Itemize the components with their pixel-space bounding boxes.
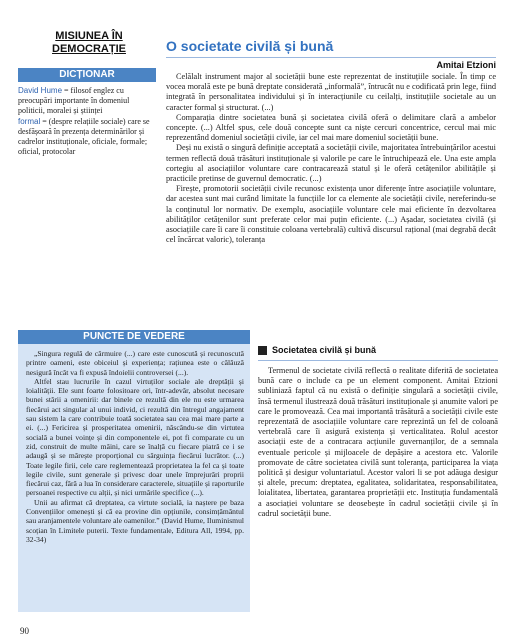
article-body <box>166 72 496 245</box>
quote-paragraph: Altfel stau lucrurile în cazul virtuților sociale ale dreptății și loialității. Ele sunt foarte folositoare ori, într-adevăr, absolut necesare bunei stării a omenirii: dar binele ce rezultă din ele nu este urmarea fiecărui act singular al unui individ, ci rezultă din întregul angajament sau sistem la care contribuie toată societatea sau cea mai mare parte a ei. (...) Fericirea și prosperitatea omenirii, născându-se din virtutea socială a bunei voințe și din componentele ei, pot fi comparate cu un zid, construit de multe mâini, care se înalță cu fiecare piatră ce i se adaugă și se mărește proporțional cu sârguința fiecărui lucrător. (...) Toate legile firii, cele care reglementează proprietatea la fel ca și toate legile civile, sunt generale și privesc doar unele împrejurări proprii fiecărui caz, fără a lua în considerare caracterele, situațiile și raporturile persoanei respective cu alții, și nici urmările specifice (...). <box>26 376 244 498</box>
dictionary-entry <box>18 117 158 157</box>
quote-paragraph: Unii au afirmat că dreptatea, ca virtute socială, ia naștere pe baza Convențiilor omenești și că ea provine din opțiunile, consimțământul sau aranjamentele voluntare ale oamenilor.” (David Hume, Iluminismul scoțian în Limitele puterii. Texte fundamentale, Editura All, 1994, pp. 32-34) <box>26 497 244 544</box>
section-paragraph: Termenul de societate civilă reflectă o realitate diferită de societatea bună care o include ca pe un element component. Amitai Etzioni subliniază faptul că nu există o definiție singulară a societății civile, însă termenul ilustrează două trăsături instituționale și anumite valori pe care le promovează. Cea mai importantă trăsătură a societății civile este reprezentată de asociațiile voluntare care reprezintă un fel de coloană vertebrală care îi asigură existența și verticalitatea. Rolul acestor asociații este de a contracara acțiunile guvernanților, de a semnala eventuale pericole și mijloacele de depășire a acestora etc. Valorile promovate de către societatea civilă sunt toleranța, participarea la viața politică și desigur voluntariatul. Acestor valori li se pot adăuga desigur și altele, precum: dreptatea, egalitatea, solidaritatea, responsabilitatea, loialitatea, libertatea, garantarea proprietății etc. Instituția fundamentală a asociației voluntare se deosebește în cadrul societății civile și în cadrul societății bune. <box>258 366 498 518</box>
quote-paragraph: „Singura regulă de cârmuire (...) care este cunoscută și recunoscută printre oameni, este obiceiul și experiența; rațiunea este o călăuză nesigură încât va fi expusă îndoielii controversei (...). <box>26 349 244 377</box>
dictionary-definition: = (despre relațiile sociale) care se desfășoară în prezența determinărilor și cadrelor instituționale, oficiale, formale; oficial, protocolar <box>18 117 150 156</box>
page-number: 90 <box>20 626 29 636</box>
dictionary-term: formal <box>18 117 41 126</box>
viewpoints-header: PUNCTE DE VEDERE <box>18 330 250 344</box>
dictionary-definition: = filosof englez cu preocupări importante în domeniul politicii, moralei și științei <box>18 86 130 115</box>
title-divider <box>166 57 496 58</box>
viewpoints-text <box>26 349 244 544</box>
chapter-title-line-1: MISIUNEA ÎN <box>55 30 123 42</box>
article-author: Amitai Etzioni <box>436 60 496 70</box>
article-paragraph: Firește, promotorii societății civile recunosc existența unor diferențe între asociațiile voluntare, dar acestea sunt mai curând limitate la funcțiile lor ca elemente ale societății civile, nereferindu-se la conținutul lor normativ. De exemplu, asociațiile voluntare cele mai eficiente în dezvoltarea abilităților cetățenilor sunt preferate celor mai puțin eficiente. (...) Așadar, societatea civilă (și asociațiile care îi care îi constituie coloana vertebrală) cultivă discursul rațional (mai degrabă decât cel încărcat valoric), toleranța <box>166 184 496 245</box>
dictionary-entry <box>18 86 158 116</box>
section-marker-icon <box>258 346 267 355</box>
chapter-title <box>24 30 154 56</box>
dictionary-term: David Hume <box>18 86 63 95</box>
dictionary-header: DICȚIONAR <box>18 68 156 82</box>
section-body <box>258 366 498 519</box>
dictionary <box>18 86 158 157</box>
section-heading: Societatea civilă și bună <box>272 345 377 355</box>
article-title: O societate civilă și bună <box>166 38 334 54</box>
article-paragraph: Comparația dintre societatea bună și societatea civilă oferă o delimitare clară a ambelor concepte. (...) Altfel spus, cele două concepte sunt ca niște cercuri concentrice, cercul mai mic reprezentând domeniul societății civile, iar cel mai mare domeniul societății bune. <box>166 112 496 143</box>
chapter-title-line-2: DEMOCRAȚIE <box>52 43 126 55</box>
section-divider <box>258 360 498 361</box>
article-paragraph: Celălalt instrument major al societății bune este reprezentat de instituțiile sociale. În timp ce vocea morală este pe bună dreptate considerată „informală”, întrucât nu e codificată prin lege, fiind integrată în personalitatea individului și în interacțiunile cu ceilalți, instituțiile societale au un caracter formal și structurat. (...) <box>166 72 496 112</box>
article-paragraph: Deși nu există o singură definiție acceptată a societății civile, majoritatea întrebuințărilor acestui termen reflectă două trăsături instituționale și valorile pe care le întruchipează ele. Una este ampla cortegiu al asociațiilor voluntare care contracarează statul și le oferă cetățenilor abilitățile și practicile pretinse de guvernul democratic. (...) <box>166 143 496 184</box>
